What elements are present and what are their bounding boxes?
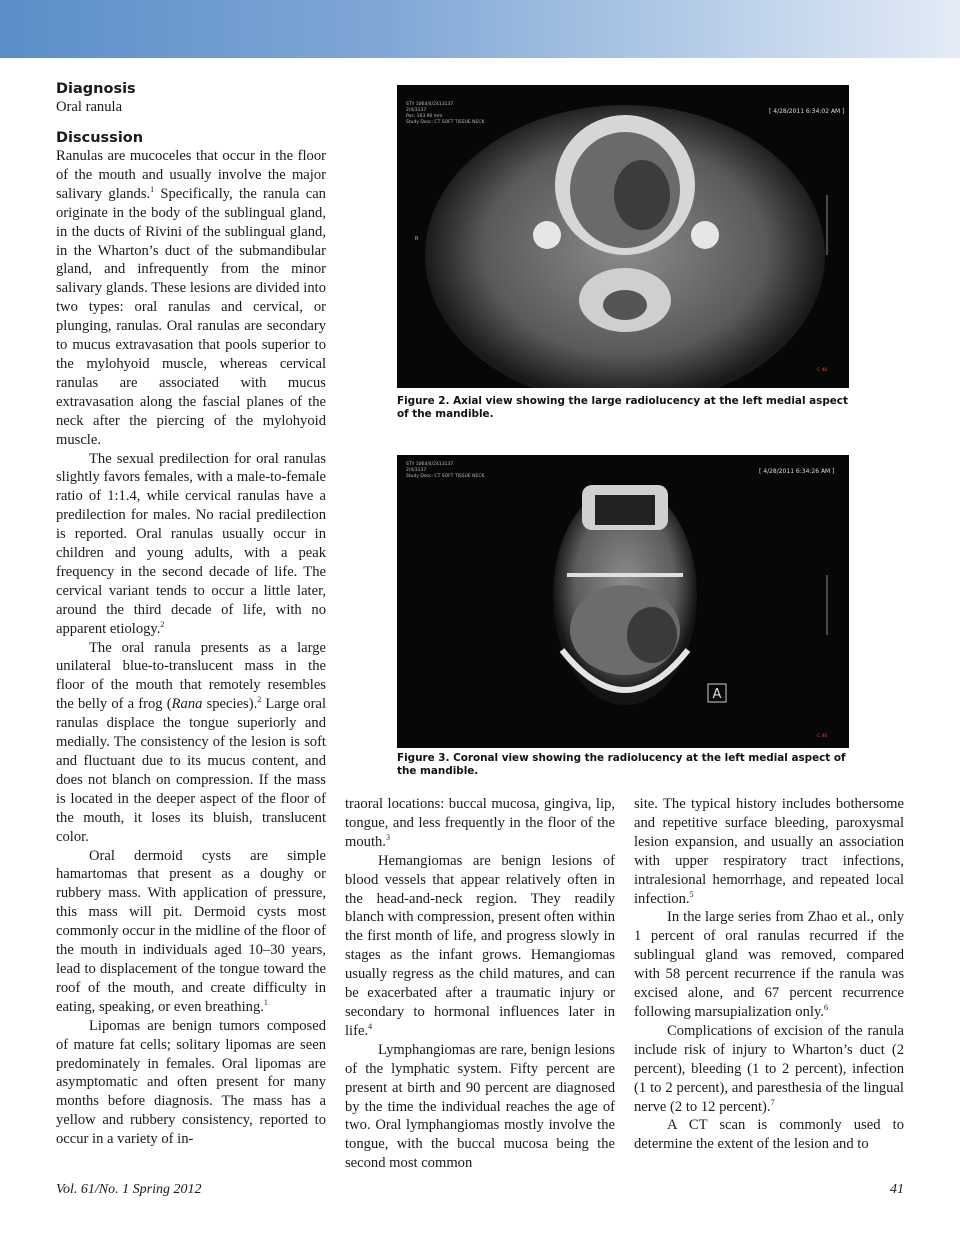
header-band bbox=[0, 0, 960, 58]
page-number: 41 bbox=[890, 1182, 904, 1197]
svg-text:C 40: C 40 bbox=[817, 368, 828, 373]
discussion-heading: Discussion bbox=[56, 130, 144, 146]
paragraph: site. The typical history includes bothersome and repetitive surface bleeding, paroxysmal lesion expansion, and usually an association with upper respiratory tract infections, intralesional hemorrhage, and repeated local infection.$^5$ bbox=[634, 796, 904, 907]
paragraph: Hemangiomas are benign lesions of blood vessels that appear relatively often in the head-and-neck region. They readily blanch with compression, present often within the first month of life, and progress slowly in stages as the infant grows. Hemangiomas usually regress as the child matures, and can be exacerbated after a traumatic injury or secondary to hormonal influences later in life.$^4$ bbox=[345, 852, 615, 1039]
paragraph: A CT scan is commonly used to determine the extent of the lesion and to bbox=[634, 1117, 904, 1153]
paragraph: Lipomas are benign tumors composed of mature fat cells; solitary lipomas are seen predominately in females. Oral lipomas are asymptomatic and often present for many months before diagnosis. The mass has a yellow and rubbery consistency, reported to occur in a variety of in- bbox=[56, 1017, 326, 1148]
figure-3-timestamp: [ 4/28/2011 6:34:26 AM ] bbox=[759, 468, 835, 475]
column-2 bbox=[345, 795, 615, 1173]
figure-3-caption: Figure 3. Coronal view showing the radiolucency at the left medial aspect of the mandible. bbox=[397, 752, 846, 777]
svg-text:C 40: C 40 bbox=[817, 734, 828, 739]
svg-text:Study Desc: CT SOFT TISSUE NEC: Study Desc: CT SOFT TISSUE NECK bbox=[406, 474, 485, 479]
diagnosis-heading: Diagnosis bbox=[56, 81, 136, 97]
svg-text:Pos: 163.96 mm: Pos: 163.96 mm bbox=[406, 114, 443, 119]
paragraph: traoral locations: buccal mucosa, gingiva, lip, tongue, and less frequently in the floor of the mouth.$^3$ bbox=[345, 796, 615, 850]
column-1 bbox=[56, 80, 326, 1149]
figure-3-image bbox=[397, 455, 849, 748]
paragraph: In the large series from Zhao et al., only 1 percent of oral ranulas recurred if the sublingual gland was removed, compared with 58 percent recurrence if the ranula was excised alone, and 67 percent recurrence following marsupialization only.$^6$ bbox=[634, 909, 904, 1020]
paragraph: The oral ranula presents as a large unilateral blue-to-translucent mass in the floor of the mouth that remotely resembles the belly of a frog (Rana species).$^2$ Large oral ranulas displace the tongue superiorly and medially. The consistency of the lesion is soft and fluctuant due to its mucus content, and does not blanch on compression. If the mass is located in the deeper aspect of the floor of the mouth, it loses its bluish, translucent color. bbox=[56, 639, 326, 845]
paragraph: The sexual predilection for oral ranulas slightly favors females, with a male-to-female ratio of 1:1.4, while cervical ranulas have a predilection for males. No racial predilection is reported. Oral ranulas usually occur in children and young adults, with a peak frequency in the second decade of life. The cervical variant tends to occur a little later, around the third decade of life, with no apparent etiology.$^2$ bbox=[56, 450, 326, 637]
paragraph: Lymphangiomas are rare, benign lesions of the lymphatic system. Fifty percent are present at birth and 90 percent are diagnosed by the time the individual reaches the age of two. Oral lymphangiomas mostly involve the tongue, with the buccal mucosa being the second most common bbox=[345, 1041, 615, 1172]
paragraph: Ranulas are mucoceles that occur in the floor of the mouth and usually involve the major salivary glands.$^1$ Specifically, the ranula can originate in the body of the sublingual gland, in the ducts of Rivini of the sublingual gland, in the Wharton’s duct of the submandibular gland, and infrequently from the minor salivary glands. These lesions are divided into two types: oral ranulas and cervical, or plunging, ranulas. Oral ranulas are secondary to mucus extravasation that pools superior to the mylohyoid muscle, whereas cervical ranulas are associated with mucus extravasation along the fascial planes of the neck after the piercing of the mylohyoid muscle. bbox=[56, 148, 326, 448]
column-3 bbox=[634, 795, 904, 1154]
figure-2-timestamp: [ 4/28/2011 6:34:02 AM ] bbox=[769, 108, 845, 115]
svg-text:Study Desc: CT SOFT TISSUE NEC: Study Desc: CT SOFT TISSUE NECK bbox=[406, 120, 485, 125]
footer-issue: Vol. 61/No. 1 Spring 2012 bbox=[56, 1182, 202, 1197]
figure-2-image bbox=[397, 85, 849, 388]
svg-text:STY 1064/4/2413137: STY 1064/4/2413137 bbox=[406, 102, 454, 107]
figure-2-side-label: R bbox=[415, 236, 419, 242]
figure-3-marker: A bbox=[712, 687, 722, 702]
paragraph: Complications of excision of the ranula include risk of injury to Wharton’s duct (2 percent), bleeding (1 to 2 percent), infection (1 to 2 percent), and paresthesia of the lingual nerve (2 to 12 percent).$^7$ bbox=[634, 1022, 904, 1115]
paragraph: Oral dermoid cysts are simple hamartomas that present as a doughy or rubbery mass. With application of pressure, this mass will pit. Dermoid cysts most commonly occur in the midline of the floor of the mouth in individuals aged 10–30 years, lead to displacement of the tongue toward the roof of the mouth, and create difficulty in eating, speaking, or even breathing.$^1$ bbox=[56, 847, 326, 1015]
svg-text:2/4/3137: 2/4/3137 bbox=[406, 108, 427, 113]
figure-2-caption: Figure 2. Axial view showing the large radiolucency at the left medial aspect of the mandible. bbox=[397, 395, 848, 420]
svg-text:STY 1064/4/2413137: STY 1064/4/2413137 bbox=[406, 462, 454, 467]
diagnosis-text: Oral ranula bbox=[56, 99, 123, 115]
svg-text:2/4/3137: 2/4/3137 bbox=[406, 468, 427, 473]
